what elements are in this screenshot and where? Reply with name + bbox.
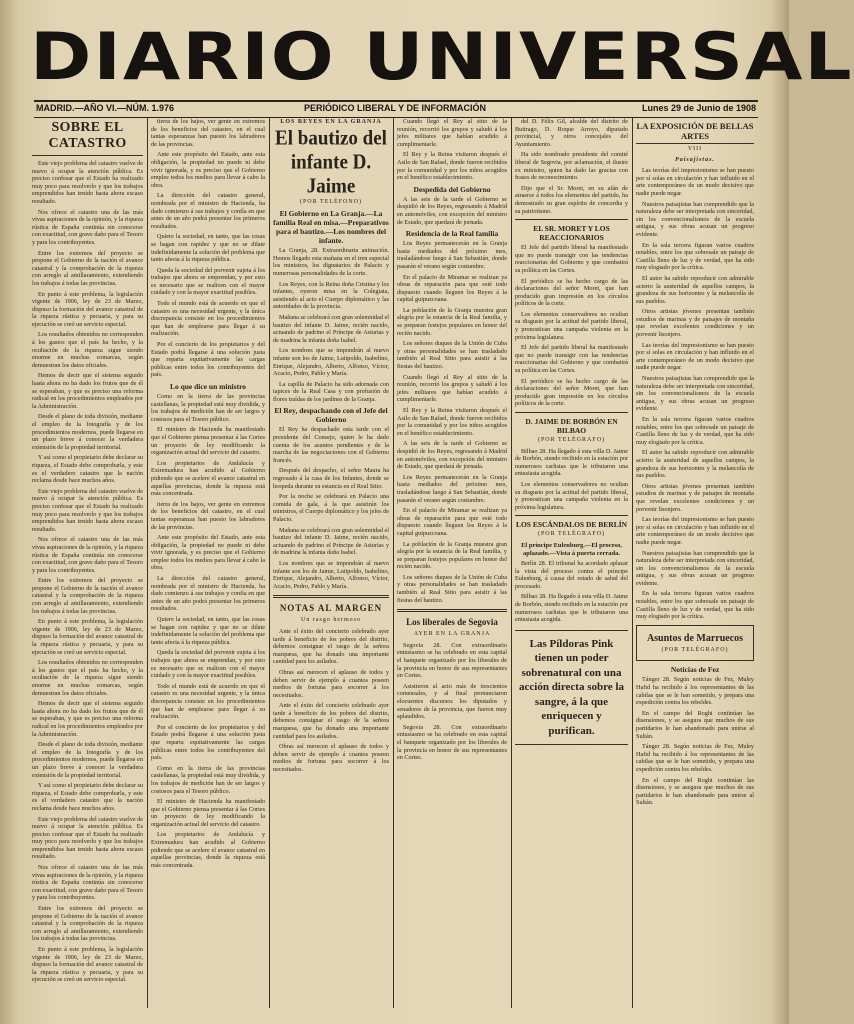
article-paragraph: En la sala tercera figuran varios cuadros notables, entre los que sobresale un paisaje de Castilla lleno de luz y de verdad, que ha sido muy elogiado por la crítica. <box>636 416 754 446</box>
article-paragraph: En el palacio de Miramar se realizan ya obras de reparación para que esté todo dispuesto cuando lleguen los Reyes á la capital guipuzcoana. <box>397 273 507 304</box>
article-paragraph: Las teorías del impresionismo se han puesto por sí solas en circulación y han influido en el arte contemporáneo de un modo decisivo que nadie puede negar. <box>636 341 754 372</box>
article-paragraph: Nuestros paisajistas han comprendido que la naturaleza debe ser interpretada con sinceridad, sin los convencionalismos de la escuela antigua, y sus obras acusan un progreso evidente. <box>636 375 754 413</box>
kicker: LOS REYES EN LA GRANJA <box>280 119 382 125</box>
marruecos-headline: Asuntos de Marruecos <box>646 632 744 644</box>
article-paragraph: Dijo que el Sr. Moret, en su afán de atraerse á todos los elementos del partido, ha demostrado su gran espíritu de concordia y su patriotismo. <box>515 184 628 215</box>
article-paragraph: Desde el plano de toda división, mediante el empleo de la fotografía y de los procedimientos modernos, puede llegarse en un plazo breve á conocer la verdadera extensión de la propiedad territorial. <box>32 741 143 779</box>
article-paragraph: La Granja, 28. Extraordinaria animación. Hemos llegado esta mañana en el tren especial los ministros, los dignatarios de Palacio y numerosas personalidades de la corte. <box>273 247 389 277</box>
article-paragraph: Quiere la sociedad, en tanto, que las cosas se hagan con rapidez y que no se dilate indefinidamente la solución del problema que tanto afecta á la riqueza pública. <box>151 233 265 264</box>
catastro-headline: SOBRE EL CATASTRO <box>32 120 143 156</box>
marruecos-box <box>636 625 754 662</box>
article-paragraph: Los Reyes permanecerán en la Granja hasta mediados del próximo mes, trasladándose luego á San Sebastián, donde pasarán el verano según costumbre. <box>397 240 507 270</box>
article-paragraph: Como en la tierra de las provincias castellanas, la propiedad está muy dividida, y los trabajos de medición han de ser largos y costosos para el Tesoro público. <box>151 764 265 795</box>
moret-headline: EL SR. MORET Y LOS REACCIONARIOS <box>533 224 610 243</box>
article-paragraph: Después del despacho, el señor Maura ha regresado á la casa de los Infantes, donde se hospeda durante su estancia en el Real Sitio. <box>273 467 389 490</box>
column-rule <box>632 118 633 1008</box>
segovia-subtitle: AYER EN LA GRANJA <box>413 631 491 638</box>
article-paragraph: El periódico se ha hecho cargo de las declaraciones del señor Moret, que han producido gran impresión en los círculos políticos de la corte. <box>515 377 628 408</box>
article-paragraph: El Rey y la Reina visitaron después el Asilo de San Rafael, donde fueron recibidos por la comunidad y por los niños acogidos en el benéfico establecimiento. <box>397 151 507 182</box>
article-paragraph: En punto á este problema, la legislación vigente de 1906, ley de 23 de Marzo, dispuso la formación del avance catastral de la riqueza rústica y pecuaria, y para su ejecución se creó un servicio especial. <box>32 946 143 984</box>
article-paragraph: Los propietarios de Andalucía y Extremadura han acudido al Gobierno pidiendo que se acelere el avance catastral en aquellas provincias, donde la riqueza está más concentrada. <box>151 831 265 869</box>
column-rule <box>147 118 148 1008</box>
article-paragraph: Ante el éxito del concierto celebrado ayer tarde á beneficio de los pobres del distrito, debemos consignar el rasgo de la señora marquesa, que ha donado una importante cantidad para los asilados. <box>273 702 389 740</box>
bautizo-headline: El bautizo del infante D. Jaime <box>275 126 387 198</box>
dateline-bar <box>34 100 758 118</box>
article-paragraph: A las seis de la tarde el Gobierno se despidió de los Reyes, regresando á Madrid en automóviles, con excepción del ministro de Estado, que quedará de jornada. <box>397 195 507 226</box>
article-paragraph: Los resultados obtenidos no corresponden á los gastos que el país ha hecho, y la ocultación de la riqueza sigue siendo enorme en muchas comarcas, según demuestran los datos oficiales. <box>32 331 143 369</box>
section-heading: Despedida del Gobierno <box>413 184 491 194</box>
article-paragraph: Los resultados obtenidos no corresponden á los gastos que el país ha hecho, y la ocultación de la riqueza sigue siendo enorme en muchas comarcas, según demuestran los datos oficiales. <box>32 659 143 697</box>
article-paragraph: Los Reyes permanecerán en la Granja hasta mediados del próximo mes, trasladándose luego á San Sebastián, donde pasarán el verano según costumbre. <box>397 473 507 504</box>
article-paragraph: La población de la Granja muestra gran alegría por la estancia de la Real familia, y se preparan festejos populares en honor del recién nacido. <box>397 306 507 337</box>
article-paragraph: Nos ofrece el catastro una de las más vivas aspiraciones de la opinión, y la riqueza rústica de España continúa sin conocerse con exactitud, con grave daño para el Tesoro y para los contribuyentes. <box>32 536 143 574</box>
article-paragraph: El Jefe del partido liberal ha manifestado que no puede transigir con las tendencias reaccionarias del Gobierno y que combatirá su política en las Cortes. <box>515 344 628 375</box>
article-paragraph: Asistieron al acto más de trescientos comensales, y al final pronunciaron elocuentes discursos los diputados y senadores de la provincia, que fueron muy aplaudidos. <box>397 682 507 721</box>
notas-headline: NOTAS AL MARGEN <box>279 603 383 614</box>
section-heading: Noticias de Fez <box>670 665 720 675</box>
article-paragraph: En el campo del Roghi continúan las disensiones, y se asegura que muchos de sus partidarios le han abandonado para unirse al Sultán. <box>636 709 754 740</box>
article-paragraph: Obras así merecen el aplauso de todos y deben servir de ejemplo á cuantos poseen medios de fortuna para socorrer á los necesitados. <box>273 668 389 699</box>
section-heading: Lo que dice un ministro <box>169 382 247 391</box>
article-paragraph: Y así como el propietario debe declarar su riqueza, el Estado debe comprobarla, y este es el verdadero catastro que la nación reclama desde hace muchos años. <box>32 454 143 485</box>
article-paragraph: Los señores duques de la Unión de Cuba y otras personalidades se han trasladado también al Real Sitio para asistir á las fiestas del bautizo. <box>397 340 507 371</box>
column-rule <box>393 118 394 1008</box>
article-paragraph: En el palacio de Miramar se realizan ya obras de reparación para que esté todo dispuesto cuando lleguen los Reyes á la capital guipuzcoana. <box>397 507 507 537</box>
article-paragraph: Los señores duques de la Unión de Cuba y otras personalidades se han trasladado también al Real Sitio para asistir á las fiestas del bautizo. <box>397 573 507 604</box>
pink-pills-advert: Las Píldoras Pink tienen un poder sobrenatural con una acción directa sobre la sangre, á la que enriquecen y purifican. <box>515 630 628 746</box>
article-paragraph: La población de la Granja muestra gran alegría por la estancia de la Real familia, y se preparan festejos populares en honor del recién nacido. <box>397 540 507 571</box>
article-paragraph: Segovia 28. Con extraordinario entusiasmo se ha celebrado en esta capital el banquete organizado por los liberales de la provincia en honor de sus representantes en Cortes. <box>397 641 507 680</box>
article-paragraph: La dirección del catastro general, nombrada por el ministro de Hacienda, ha dado comienzo á sus trabajos y confía en que antes de un año podrá presentar los primeros resultados. <box>151 575 265 613</box>
section-heading: Residencia de la Real familia <box>405 229 499 239</box>
article-paragraph: Las teorías del impresionismo se han puesto por sí solas en circulación y han influido en el arte contemporáneo de un modo decisivo que nadie puede negar. <box>636 516 754 546</box>
article-paragraph: Segovia 28. Con extraordinario entusiasmo se ha celebrado en esta capital el banquete organizado por los liberales de la provincia en honor de sus representantes en Cortes. <box>397 723 507 762</box>
article-paragraph: Mañana se celebrará con gran solemnidad el bautizo del infante D. Jaime, recién nacido, actuando de padrino el Príncipe de Asturias y de madrina la infanta doña Isabel. <box>273 313 389 344</box>
article-paragraph: Ante este propósito del Estado, ante esta obligación, la propiedad no puede ni debe vivir ignorada, y es preciso que el Gobierno emplee todos los medios para llevar á cabo la obra. <box>151 151 265 189</box>
article-paragraph: Ha sido nombrado presidente del comité liberal de Segovia, por aclamación, el ilustre ex ministro, quien ha dado las gracias con frases de reconocimiento. <box>515 151 628 182</box>
divider <box>273 595 389 598</box>
article-paragraph: Bilbao 28. Ha llegado á esta villa D. Jaime de Borbón, siendo recibido en la estación por numerosos carlistas que le tributaron una entusiasta acogida. <box>515 447 628 478</box>
article-paragraph: Otros artistas jóvenes presentan también estudios de marinas y de paisajes de montaña que revelan excelentes condiciones y un porvenir lisonjero. <box>636 482 754 513</box>
article-paragraph: En punto á este problema, la legislación vigente de 1906, ley de 23 de Marzo, dispuso la formación del avance catastral de la riqueza rústica y pecuaria, y para su ejecución se creó un servicio especial. <box>32 618 143 656</box>
article-paragraph: Berlín 28. El tribunal ha acordado aplazar la vista del proceso contra el príncipe Eulenburg, á causa del estado de salud del procesado. <box>515 559 628 590</box>
article-paragraph: Queda la sociedad del porvenir sujeta á los trabajos que ahora se emprendan, y por esto es necesario que se realicen con el mayor cuidado y con la mayor exactitud posibles. <box>151 266 265 297</box>
article-paragraph: Las teorías del impresionismo se han puesto por sí solas en circulación y han influido en el arte contemporáneo de un modo decisivo que nadie puede negar. <box>636 167 754 197</box>
article-paragraph: El Rey ha despachado esta tarde con el presidente del Consejo, quien le ha dado cuenta de los asuntos pendientes y de la marcha de las negociaciones con el Gobierno francés. <box>273 426 389 464</box>
byline: (POR TELÉGRAFO) <box>537 437 606 443</box>
article-paragraph: Hemos de decir que el sistema seguido hasta ahora no ha dado los frutos que de él se esperaban, y que es preciso una reforma radical en los procedimientos empleados por la Administración. <box>32 372 143 410</box>
article-paragraph: Los nombres que se impondrán al nuevo infante son los de Jaime, Luitpoldo, Isabelino, Enrique, Alejandro, Alberto, Alfonso, Víctor, Acacio, Pedro, Pablo y María. <box>273 347 389 378</box>
article-paragraph: Nuestros paisajistas han comprendido que la naturaleza debe ser interpretada con sinceridad, sin los convencionalismos de la escuela antigua, y sus obras acusan un progreso evidente. <box>636 549 754 587</box>
article-paragraph: El ministro de Hacienda ha manifestado que el Gobierno piensa presentar á las Cortes un proyecto de ley modificando la organización actual del servicio del catastro. <box>151 426 265 457</box>
article-paragraph: Cuando llegó el Rey al sitio de la reunión, recorrió los grupos y saludó á los jefes militares que habían acudido á cumplimentarle. <box>397 118 507 148</box>
segovia-headline: Los liberales de Segovia <box>406 617 498 628</box>
article-paragraph: La capilla de Palacio ha sido adornada con tapices de la Real Casa y con profusión de flores traídas de los jardines de la Granja. <box>273 380 389 403</box>
article-paragraph: En el campo del Roghi continúan las disensiones, y se asegura que muchos de sus partidarios le han abandonado para unirse al Sultán. <box>636 776 754 807</box>
paper-subtitle: PERIÓDICO LIBERAL Y DE INFORMACIÓN <box>304 103 487 113</box>
article-paragraph: Este viejo problema del catastro vuelve de nuevo á ocupar la atención pública. Es preciso confesar que el Estado ha realizado muy poco para resolverlo y que los trabajos emprendidos han tenido hasta ahora escaso resultado. <box>32 815 143 861</box>
article-paragraph: El ministro de Hacienda ha manifestado que el Gobierno piensa presentar á las Cortes un proyecto de ley modificando la organización actual del servicio del catastro. <box>151 798 265 828</box>
byline: (POR TELÉGRAFO) <box>537 531 606 538</box>
article-paragraph: En la sala tercera figuran varios cuadros notables, entre los que sobresale un paisaje de Castilla lleno de luz y de verdad, que ha sido muy elogiado por la crítica. <box>636 590 754 621</box>
masthead-title: DIARIO UNIVERSAL <box>30 18 854 95</box>
article-paragraph: del D. Félix Gil, alcalde del distrito de Buitrago, D. Roque Arroyo, diputado provincial, y otros concejales del Ayuntamiento. <box>515 118 628 148</box>
article-paragraph: Nuestros paisajistas han comprendido que la naturaleza debe ser interpretada con sinceridad, sin los convencionalismos de la escuela antigua, y sus obras acusan un progreso evidente. <box>636 200 754 238</box>
column-rule <box>269 118 270 1008</box>
article-paragraph: En punto á este problema, la legislación vigente de 1906, ley de 23 de Marzo, dispuso la formación del avance catastral de la riqueza rústica y pecuaria, y para su ejecución se creó un servicio especial. <box>32 290 143 328</box>
column-2 <box>151 118 265 1008</box>
lead-summary: El Gobierno en La Granja.—La familia Real en misa.—Preparativos para el bautizo.—Los nombres del infante. <box>273 209 389 246</box>
article-paragraph: El Rey y la Reina visitaron después el Asilo de San Rafael, donde fueron recibidos por la comunidad y por los niños acogidos en el benéfico establecimiento. <box>397 407 507 437</box>
article-paragraph: El autor ha sabido reproducir con admirable acierto la austeridad de aquellos campos, la grandeza de sus horizontes y la melancolía de sus pueblos. <box>636 274 754 305</box>
article-paragraph: En la sala tercera figuran varios cuadros notables, entre los que sobresale un paisaje de Castilla lleno de luz y de verdad, que ha sido muy elogiado por la crítica. <box>636 241 754 272</box>
article-paragraph: Entre los extremos del proyecto se propone el Gobierno de la nación el avance catastral y la comprobación de la riqueza con arreglo al amillaramiento, extendiendo los trabajos á todas las provincias. <box>32 249 143 287</box>
article-paragraph: Hemos de decir que el sistema seguido hasta ahora no ha dado los frutos que de él se esperaban, y que es preciso una reforma radical en los procedimientos empleados por la Administración. <box>32 700 143 738</box>
berlin-headline: LOS ESCÁNDALOS DE BERLÍN <box>515 520 628 530</box>
lead-summary: El príncipe Eulenburg.—El proceso, aplazado.—Vista á puerta cerrada. <box>521 541 622 557</box>
chapter-number: VIII <box>687 146 703 152</box>
article-paragraph: Queda la sociedad del porvenir sujeta á los trabajos que ahora se emprendan, y por esto es necesario que se realicen con el mayor cuidado y con la mayor exactitud posibles. <box>151 649 265 680</box>
article-paragraph: Los elementos conservadores no ocultan su disgusto por la actitud del partido liberal, y pronostican una campaña violenta en la próxima legislatura. <box>515 480 628 511</box>
article-paragraph: Los elementos conservadores no ocultan su disgusto por la actitud del partido liberal, y pronostican una campaña violenta en la próxima legislatura. <box>515 310 628 341</box>
divider <box>515 412 628 413</box>
article-paragraph: La dirección del catastro general, nombrada por el ministro de Hacienda, ha dado comienzo á sus trabajos y confía en que antes de un año podrá presentar los primeros resultados. <box>151 192 265 230</box>
issue-number: MADRID.—AÑO VI.—NÚM. 1.976 <box>36 103 175 113</box>
article-paragraph: Por el concierto de los propietarios y del Estado podrá llegarse á una solución justa que reparta equitativamente las cargas públicas entre todos los contribuyentes del país. <box>151 341 265 379</box>
article-paragraph: Quiere la sociedad, en tanto, que las cosas se hagan con rapidez y que no se dilate indefinidamente la solución del problema que tanto afecta á la riqueza pública. <box>151 616 265 646</box>
divider <box>397 609 507 612</box>
article-paragraph: Entre los extremos del proyecto se propone el Gobierno de la nación el avance catastral y la comprobación de la riqueza con arreglo al amillaramiento, extendiendo los trabajos á todas las provincias. <box>32 577 143 615</box>
article-paragraph: tierra de los bajos, ver gente en extremos de los beneficios del catastro, en el cual tantas esperanzas han puesto los labradores de las provincias. <box>151 118 265 148</box>
article-paragraph: Los nombres que se impondrán al nuevo infante son los de Jaime, Luitpoldo, Isabelino, Enrique, Alejandro, Alberto, Alfonso, Víctor, Acacio, Pedro, Pablo y María. <box>273 559 389 590</box>
article-paragraph: Los propietarios de Andalucía y Extremadura han acudido al Gobierno pidiendo que se acelere el avance catastral en aquellas provincias, donde la riqueza está más concentrada. <box>151 459 265 498</box>
article-paragraph: Y así como el propietario debe declarar su riqueza, el Estado debe comprobarla, y este es el verdadero catastro que la nación reclama desde hace muchos años. <box>32 782 143 812</box>
article-paragraph: Obras así merecen el aplauso de todos y deben servir de ejemplo á cuantos poseen medios de fortuna para socorrer á los necesitados. <box>273 743 389 774</box>
column-3 <box>273 118 389 1008</box>
article-paragraph: Ante el éxito del concierto celebrado ayer tarde á beneficio de los pobres del distrito, debemos consignar el rasgo de la señora marquesa, que ha donado una importante cantidad para los asilados. <box>273 627 389 666</box>
article-paragraph: Todo el mundo está de acuerdo en que el catastro es una necesidad urgente, y la única discrepancia consiste en los procedimientos que han de emplearse para llegar á su realización. <box>151 682 265 721</box>
article-paragraph: Cuando llegó el Rey al sitio de la reunión, recorrió los grupos y saludó á los jefes militares que habían acudido á cumplimentarle. <box>397 373 507 404</box>
article-paragraph: Ante este propósito del Estado, ante esta obligación, la propiedad no puede ni debe vivir ignorada, y es preciso que el Gobierno emplee todos los medios para llevar á cabo la obra. <box>151 534 265 572</box>
article-paragraph: Tánger 28. Según noticias de Fez, Muley Hafid ha recibido á los representantes de las cabilas que se le han sometido, y prepara una expedición contra los rebeldes. <box>636 743 754 773</box>
byline: (POR TELÉGRAFO) <box>661 646 729 653</box>
column-6 <box>636 118 754 1008</box>
column-5 <box>515 118 628 1008</box>
article-paragraph: Los Reyes, con la Reina doña Cristina y los infantes, oyeron misa en la Colegiata, asistiendo al acto el Cuerpo diplomático y las autoridades de la provincia. <box>273 280 389 311</box>
column-rule <box>511 118 512 1008</box>
divider <box>515 219 628 220</box>
notas-subtitle: Un rasgo hermoso <box>301 617 361 624</box>
article-paragraph: El autor ha sabido reproducir con admirable acierto la austeridad de aquellos campos, la grandeza de sus horizontes y la melancolía de sus pueblos. <box>636 449 754 480</box>
section-heading: El Rey, despachando con el Jefe del Gobierno <box>274 406 388 425</box>
article-paragraph: El periódico se ha hecho cargo de las declaraciones del señor Moret, que han producido gran impresión en los círculos políticos de la corte. <box>515 277 628 308</box>
article-paragraph: tierra de los bajos, ver gente en extremos de los beneficios del catastro, en el cual tantas esperanzas han puesto los labradores de las provincias. <box>151 500 265 531</box>
article-paragraph: Tánger 28. Según noticias de Fez, Muley Hafid ha recibido á los representantes de las cabilas que se le han sometido, y prepara una expedición contra los rebeldes. <box>636 676 754 707</box>
article-paragraph: Por el concierto de los propietarios y del Estado podrá llegarse á una solución justa que reparta equitativamente las cargas públicas entre todos los contribuyentes del país. <box>151 723 265 762</box>
article-paragraph: Como en la tierra de las provincias castellanas, la propiedad está muy dividida, y los trabajos de medición han de ser largos y costosos para el Tesoro público. <box>151 393 265 423</box>
byline: (POR TELÉFONO) <box>299 198 363 205</box>
article-paragraph: El Jefe del partido liberal ha manifestado que no puede transigir con las tendencias reaccionarias del Gobierno y que combatirá su política en las Cortes. <box>515 244 628 274</box>
article-paragraph: Otros artistas jóvenes presentan también estudios de marinas y de paisajes de montaña que revelan excelentes condiciones y un porvenir lisonjero. <box>636 308 754 339</box>
article-paragraph: Mañana se celebrará con gran solemnidad el bautizo del infante D. Jaime, recién nacido, actuando de padrino el Príncipe de Asturias y de madrina la infanta doña Isabel. <box>273 526 389 557</box>
article-paragraph: Por la noche se celebrará en Palacio una comida de gala, á la que asistirán los ministros, el Cuerpo diplomático y los jefes de Palacio. <box>273 493 389 523</box>
divider <box>515 515 628 516</box>
exposicion-headline: LA EXPOSICIÓN DE BELLAS ARTES <box>636 121 754 144</box>
article-paragraph: A las seis de la tarde el Gobierno se despidió de los Reyes, regresando á Madrid en automóviles, con excepción del ministro de Estado, que quedará de jornada. <box>397 440 507 471</box>
article-paragraph: Desde el plano de toda división, mediante el empleo de la fotografía y de los procedimientos modernos, puede llegarse en un plazo breve á conocer la verdadera extensión de la propiedad territorial. <box>32 413 143 451</box>
article-paragraph: Este viejo problema del catastro vuelve de nuevo á ocupar la atención pública. Es preciso confesar que el Estado ha realizado muy poco para resolverlo y que los trabajos emprendidos han tenido hasta ahora escaso resultado. <box>32 487 143 533</box>
article-paragraph: Todo el mundo está de acuerdo en que el catastro es una necesidad urgente, y la única discrepancia consiste en los procedimientos que han de emplearse para llegar á su realización. <box>151 300 265 338</box>
jaime-bilbao-headline: D. JAIME DE BORBÓN EN BILBAO <box>525 417 618 435</box>
article-paragraph: Bilbao 28. Ha llegado á esta villa D. Jaime de Borbón, siendo recibido en la estación por numerosos carlistas que le tributaron una entusiasta acogida. <box>515 593 628 624</box>
column-1 <box>32 118 143 1008</box>
article-paragraph: Nos ofrece el catastro una de las más vivas aspiraciones de la opinión, y la riqueza rústica de España continúa sin conocerse con exactitud, con grave daño para el Tesoro y para los contribuyentes. <box>32 864 143 902</box>
article-paragraph: Este viejo problema del catastro vuelve de nuevo á ocupar la atención pública. Es preciso confesar que el Estado ha realizado muy poco para resolverlo y que los trabajos emprendidos han tenido hasta ahora escaso resultado. <box>32 160 143 205</box>
article-paragraph: Nos ofrece el catastro una de las más vivas aspiraciones de la opinión, y la riqueza rústica de España continúa sin conocerse con exactitud, con grave daño para el Tesoro y para los contribuyentes. <box>32 208 143 246</box>
article-paragraph: Entre los extremos del proyecto se propone el Gobierno de la nación el avance catastral y la comprobación de la riqueza con arreglo al amillaramiento, extendiendo los trabajos á todas las provincias. <box>32 905 143 943</box>
section-subtitle: Paisajistas. <box>675 156 715 163</box>
issue-date: Lunes 29 de Junio de 1908 <box>641 103 756 113</box>
column-4 <box>397 118 507 1008</box>
